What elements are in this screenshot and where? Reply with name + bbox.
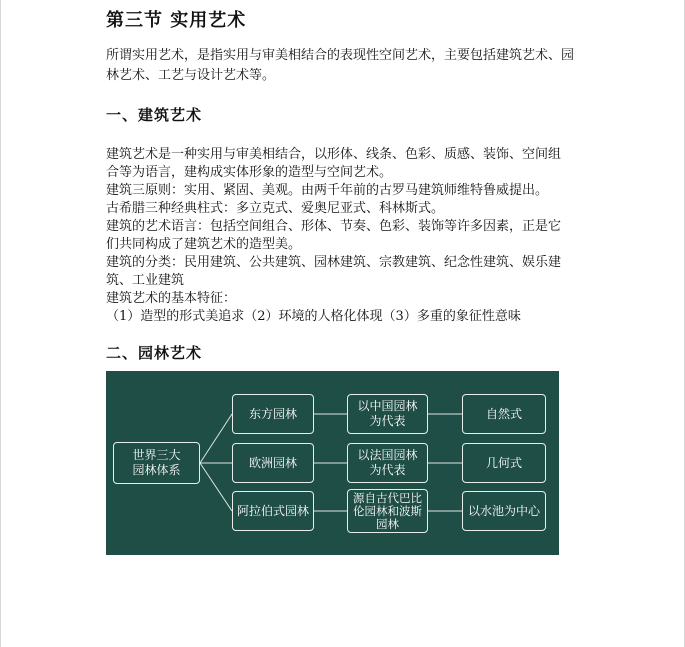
text-line: 建筑艺术是一种实用与审美相结合，以形体、线条、色彩、质感、装饰、空间组 [106, 147, 562, 162]
text-line: 建筑三原则：实用、紧固、美观。由两千年前的古罗马建筑师维特鲁威提出。 [106, 183, 549, 198]
text-line: 建筑的分类：民用建筑、公共建筑、园林建筑、宗教建筑、纪念性建筑、娱乐建 [106, 255, 562, 270]
text-line: 合等为语言，建构成实体形象的造型与空间艺术。 [106, 165, 393, 180]
intro-paragraph: 所谓实用艺术，是指实用与审美相结合的表现性空间艺术，主要包括建筑艺术、园林艺术、工艺与设计艺术等。 [106, 48, 575, 83]
heading-garden: 二、园林艺术 [106, 344, 203, 362]
text-line: 建筑的艺术语言：包括空间组合、形体、节奏、色彩、装饰等许多因素，正是它 [106, 219, 562, 234]
node-system-east: 东方园林 [232, 394, 314, 434]
text-line: 古希腊三种经典柱式：多立克式、爱奥尼亚式、科林斯式。 [106, 201, 445, 216]
node-system-europe: 欧洲园林 [232, 443, 314, 483]
node-style-geometric: 几何式 [462, 443, 546, 483]
connector [200, 463, 232, 511]
node-style-pool-center: 以水池为中心 [462, 491, 546, 531]
node-origin-china: 以中国园林 为代表 [347, 394, 428, 434]
architecture-body [106, 146, 586, 326]
text-line: （1）造型的形式美追求（2）环境的人格化体现（3）多重的象征性意味 [106, 309, 521, 324]
garden-systems-diagram [106, 371, 559, 555]
text-line: 筑、工业建筑 [106, 273, 185, 288]
page-content [106, 8, 586, 364]
text-line: 建筑艺术的基本特征： [106, 291, 237, 306]
node-style-natural: 自然式 [462, 394, 546, 434]
node-root: 世界三大 园林体系 [113, 442, 200, 484]
connector [200, 414, 232, 463]
heading-architecture: 一、建筑艺术 [106, 106, 203, 124]
node-origin-france: 以法国园林 为代表 [347, 443, 428, 483]
node-origin-babylon-persia: 源自古代巴比 伦园林和波斯 园林 [347, 489, 428, 533]
node-system-arabic: 阿拉伯式园林 [232, 491, 314, 531]
text-line: 们共同构成了建筑艺术的造型美。 [106, 237, 302, 252]
section-title: 第三节 实用艺术 [106, 10, 247, 31]
